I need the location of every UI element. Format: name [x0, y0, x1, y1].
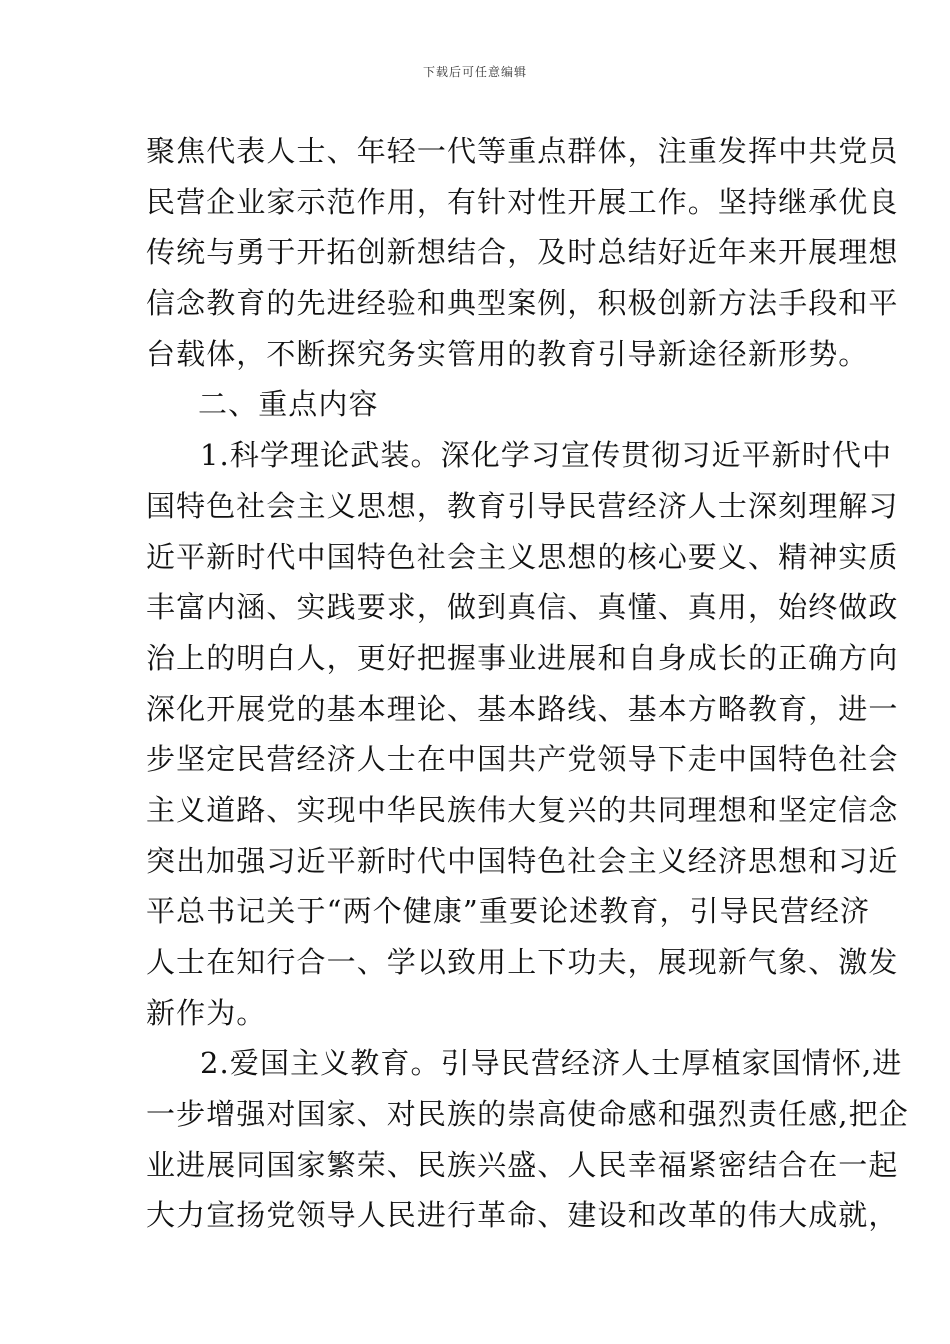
- text-line: 深化开展党的基本理论、基本路线、基本方略教育，进一: [146, 691, 899, 726]
- paragraph-start-line: 1.科学理论武装。深化学习宣传贯彻习近平新时代中: [200, 438, 893, 473]
- text-line: 主义道路、实现中华民族伟大复兴的共同理想和坚定信念: [146, 792, 899, 827]
- text-line: 新作为。: [146, 995, 267, 1030]
- text-line: 聚焦代表人士、年轻一代等重点群体，注重发挥中共党员: [146, 134, 899, 168]
- text-line: 人士在知行合一、学以致用上下功夫，展现新气象、激发: [146, 945, 899, 979]
- text-line: 突出加强习近平新时代中国特色社会主义经济思想和习近: [146, 843, 899, 878]
- document-body: [146, 126, 909, 1241]
- text-line: 平总书记关于“两个健康”重要论述教育，引导民营经济: [146, 894, 871, 929]
- text-line: 一步增强对国家、对民族的崇高使命感和强烈责任感,把企: [146, 1097, 909, 1132]
- text-line: 大力宣扬党领导人民进行革命、建设和改革的伟大成就，: [146, 1198, 899, 1233]
- text-line: 近平新时代中国特色社会主义思想的核心要义、精神实质: [146, 539, 899, 574]
- text-line: 民营企业家示范作用，有针对性开展工作。坚持继承优良: [146, 184, 899, 219]
- text-line: 治上的明白人，更好把握事业进展和自身成长的正确方向: [146, 640, 899, 675]
- text-line: 台载体，不断探究务实管用的教育引导新途径新形势。: [146, 336, 869, 371]
- text-line: 步坚定民营经济人士在中国共产党领导下走中国特色社会: [146, 742, 899, 777]
- page-header: 下载后可任意编辑: [422, 65, 527, 79]
- paragraph-start-line: 2.爱国主义教育。引导民营经济人士厚植家国情怀,进: [200, 1046, 903, 1081]
- section-heading: 二、重点内容: [198, 387, 379, 422]
- text-line: 业进展同国家繁荣、民族兴盛、人民幸福紧密结合在一起: [146, 1147, 899, 1182]
- text-line: 信念教育的先进经验和典型案例，积极创新方法手段和平: [146, 286, 899, 321]
- text-line: 传统与勇于开拓创新想结合，及时总结好近年来开展理想: [146, 235, 899, 270]
- text-line: 丰富内涵、实践要求，做到真信、真懂、真用，始终做政: [146, 590, 899, 625]
- text-line: 国特色社会主义思想，教育引导民营经济人士深刻理解习: [146, 488, 899, 523]
